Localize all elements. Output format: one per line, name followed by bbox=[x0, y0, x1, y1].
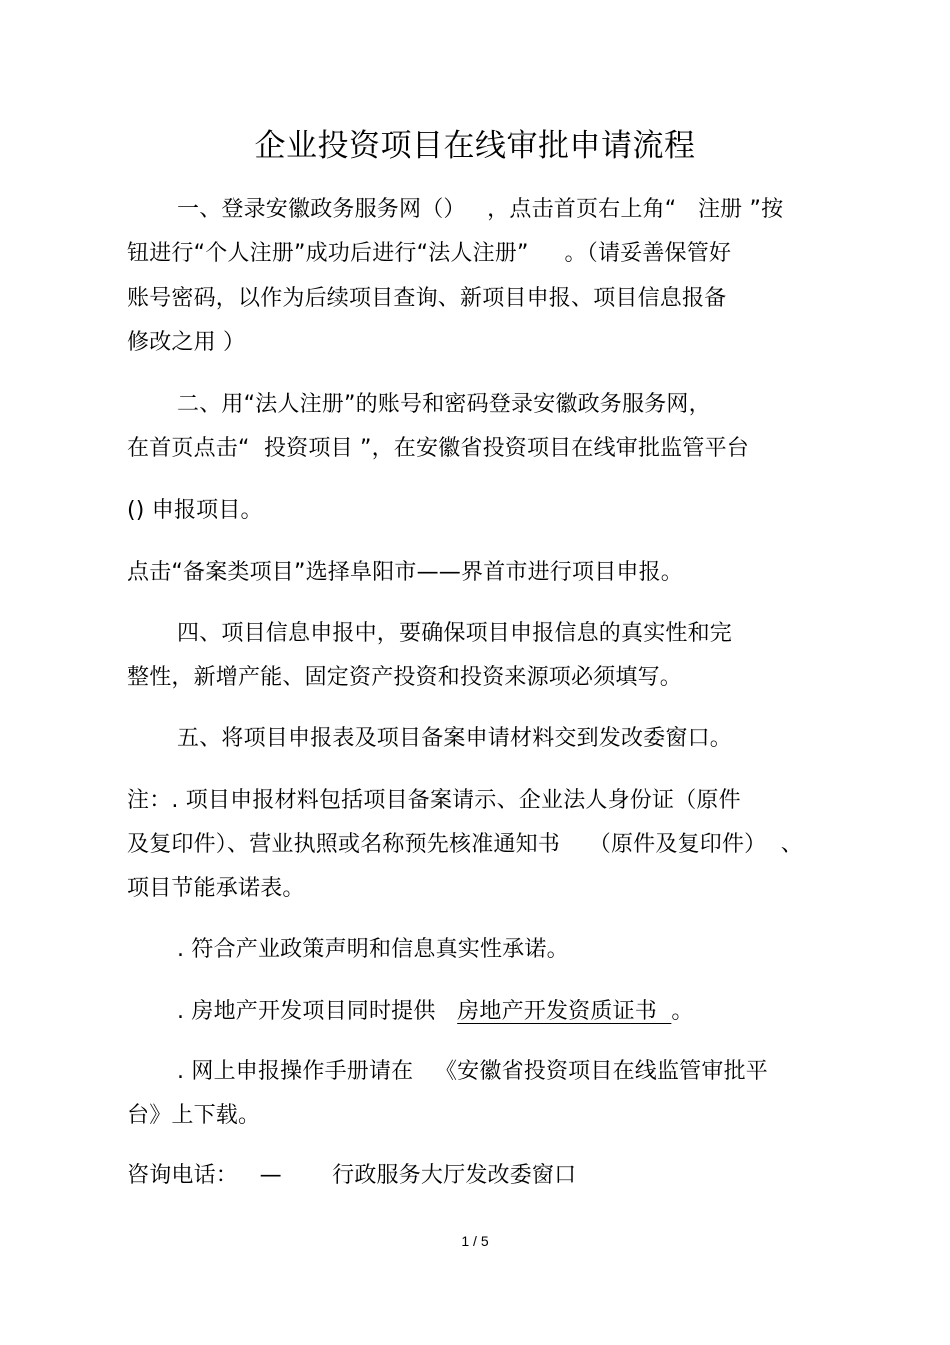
note-line-3: 项目节能承诺表。 bbox=[127, 876, 305, 901]
paragraph-2-line-2: 在首页点击“ 投资项目 ”，在安徽省投资项目在线审批监管平台 bbox=[127, 436, 749, 461]
paragraph-3: () 申报项目。 bbox=[127, 498, 263, 523]
paragraph-2-line-1: 二、用“法人注册”的账号和密码登录安徽政务服务网， bbox=[177, 392, 711, 417]
paragraph-5-line-2: 整性，新增产能、固定资产投资和投资来源项必须填写。 bbox=[127, 665, 683, 690]
real-estate-certificate-text: 房地产开发资质证书 bbox=[457, 999, 672, 1024]
paragraph-4: 点击“备案类项目”选择阜阳市——界首市进行项目申报。 bbox=[127, 560, 683, 585]
note-item-manual-line-1: . 网上申报操作手册请在 《安徽省投资项目在线监管审批平 bbox=[177, 1059, 768, 1084]
note-line-2: 及复印件）、营业执照或名称预先核准通知书 （原件及复印件） 、 bbox=[127, 832, 803, 857]
note-item-real-estate bbox=[177, 997, 694, 1027]
note-line-1: 注：. 项目申报材料包括项目备案请示、企业法人身份证（原件 bbox=[127, 788, 741, 813]
paragraph-1-line-4: 修改之用 ） bbox=[127, 330, 246, 355]
page-number: 1 / 5 bbox=[461, 1233, 489, 1249]
note-item-real-estate-prefix: . 房地产开发项目同时提供 bbox=[177, 999, 458, 1024]
note-item-manual-line-2: 台》上下载。 bbox=[127, 1103, 261, 1128]
paragraph-6: 五、将项目申报表及项目备案申请材料交到发改委窗口。 bbox=[177, 726, 733, 751]
document-title: 企业投资项目在线审批申请流程 bbox=[254, 128, 696, 164]
paragraph-5-line-1: 四、项目信息申报中，要确保项目申报信息的真实性和完 bbox=[177, 621, 733, 646]
paragraph-1-line-1: 一、登录安徽政务服务网（） ，点击首页右上角“ 注册 ”按 bbox=[177, 197, 784, 222]
note-item-policy: . 符合产业政策声明和信息真实性承诺。 bbox=[177, 937, 569, 962]
paragraph-1-line-2: 钮进行“个人注册”成功后进行“法人注册” 。（请妥善保管好 bbox=[127, 241, 732, 266]
paragraph-1-line-3: 账号密码，以作为后续项目查询、新项目申报、项目信息报备 bbox=[127, 286, 727, 311]
contact-phone-line: 咨询电话： — 行政服务大厅发改委窗口 bbox=[127, 1163, 577, 1188]
note-item-real-estate-suffix: 。 bbox=[671, 999, 694, 1024]
